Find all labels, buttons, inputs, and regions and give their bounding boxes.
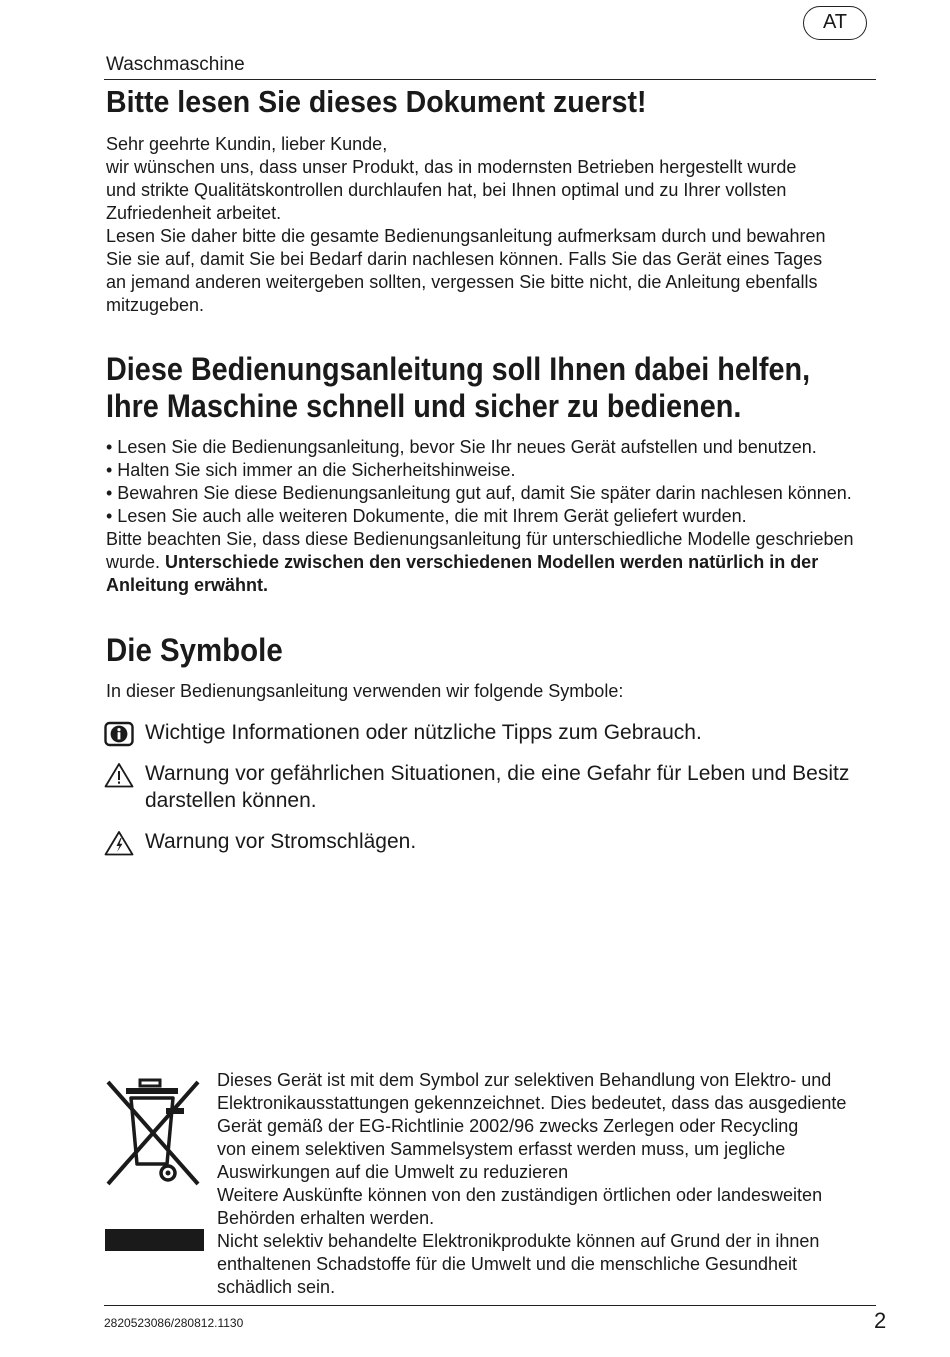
symbols-heading: Die Symbole — [106, 632, 283, 668]
note-line: Bitte beachten Sie, dass diese Bedienungsanleitung für unterschiedliche Modelle geschrieben — [106, 529, 854, 549]
weee-notice — [217, 1069, 897, 1299]
footer-divider — [104, 1305, 876, 1306]
symbol-text: Warnung vor Stromschlägen. — [145, 830, 417, 853]
intro-line: mitzugeben. — [106, 295, 205, 315]
note-plain-text: wurde. — [106, 552, 166, 572]
intro-line: Sie sie auf, damit Sie bei Bedarf darin nachlesen können. Falls Sie das Gerät eines Tages — [106, 249, 823, 269]
bullet-item: • Lesen Sie die Bedienungsanleitung, bevor Sie Ihr neues Gerät aufstellen und benutzen. — [106, 437, 817, 457]
weee-line: schädlich sein. — [217, 1277, 336, 1297]
symbol-text: Wichtige Informationen oder nützliche Tipps zum Gebrauch. — [145, 721, 702, 744]
note-bold-text: Unterschiede zwischen den verschiedenen Modellen werden natürlich in der — [165, 552, 819, 572]
intro-line: wir wünschen uns, dass unser Produkt, das in modernsten Betrieben hergestellt wurde — [106, 157, 797, 177]
note-bold-text: Anleitung erwähnt. — [106, 575, 268, 595]
weee-line: Weitere Auskünfte können von den zuständigen örtlichen oder landesweiten — [217, 1185, 823, 1205]
symbol-text-line: darstellen können. — [145, 789, 317, 812]
weee-line: von einem selektiven Sammelsystem erfasst werden muss, um jegliche — [217, 1139, 786, 1159]
bullet-item: • Bewahren Sie diese Bedienungsanleitung gut auf, damit Sie später darin nachlesen können. — [106, 483, 852, 503]
weee-line: Gerät gemäß der EG-Richtlinie 2002/96 zwecks Zerlegen oder Recycling — [217, 1116, 799, 1136]
document-code: 2820523086/280812.1130 — [104, 1316, 244, 1330]
bullet-item: • Halten Sie sich immer an die Sicherheitshinweise. — [106, 460, 516, 480]
warning-icon — [104, 762, 134, 788]
symbol-text-line: Warnung vor gefährlichen Situationen, die eine Gefahr für Leben und Besitz — [145, 762, 850, 785]
intro-line: Zufriedenheit arbeitet. — [106, 203, 282, 223]
intro-paragraph — [106, 133, 896, 317]
manual-heading-line: Ihre Maschine schnell und sicher zu bedienen. — [106, 388, 742, 424]
info-icon — [104, 721, 134, 747]
header-divider — [104, 79, 876, 80]
language-badge: AT — [803, 6, 867, 40]
section-label: Waschmaschine — [106, 54, 245, 75]
symbols-intro: In dieser Bedienungsanleitung verwenden wir folgende Symbole: — [106, 681, 624, 701]
intro-line: an jemand anderen weitergeben sollten, vergessen Sie bitte nicht, die Anleitung ebenfalls — [106, 272, 818, 292]
manual-heading — [106, 351, 810, 425]
intro-line: Lesen Sie daher bitte die gesamte Bedienungsanleitung aufmerksam durch und bewahren — [106, 226, 826, 246]
weee-line: Behörden erhalten werden. — [217, 1208, 435, 1228]
weee-bar — [105, 1229, 204, 1251]
weee-line: Nicht selektiv behandelte Elektronikprodukte können auf Grund der in ihnen — [217, 1231, 820, 1251]
weee-line: Dieses Gerät ist mit dem Symbol zur selektiven Behandlung von Elektro- und — [217, 1070, 832, 1090]
intro-line: und strikte Qualitätskontrollen durchlaufen hat, bei Ihnen optimal und zu Ihrer vollsten — [106, 180, 787, 200]
weee-line: Elektronikausstattungen gekennzeichnet. Dies bedeutet, dass das ausgediente — [217, 1093, 847, 1113]
intro-line: Sehr geehrte Kundin, lieber Kunde, — [106, 134, 388, 154]
symbol-text — [145, 760, 865, 814]
electric-shock-icon — [104, 830, 134, 856]
manual-heading-line: Diese Bedienungsanleitung soll Ihnen dabei helfen, — [106, 351, 811, 387]
weee-line: enthaltenen Schadstoffe für die Umwelt und die menschliche Gesundheit — [217, 1254, 798, 1274]
bullet-item: • Lesen Sie auch alle weiteren Dokumente, die mit Ihrem Gerät geliefert wurden. — [106, 506, 747, 526]
crossed-out-bin-icon — [104, 1076, 204, 1188]
page-number: 2 — [874, 1308, 887, 1333]
weee-line: Auswirkungen auf die Umwelt zu reduzieren — [217, 1162, 569, 1182]
manual-bullets — [106, 436, 896, 597]
note-line — [106, 551, 896, 574]
page-title: Bitte lesen Sie dieses Dokument zuerst! — [106, 84, 647, 119]
note-line — [106, 574, 896, 597]
